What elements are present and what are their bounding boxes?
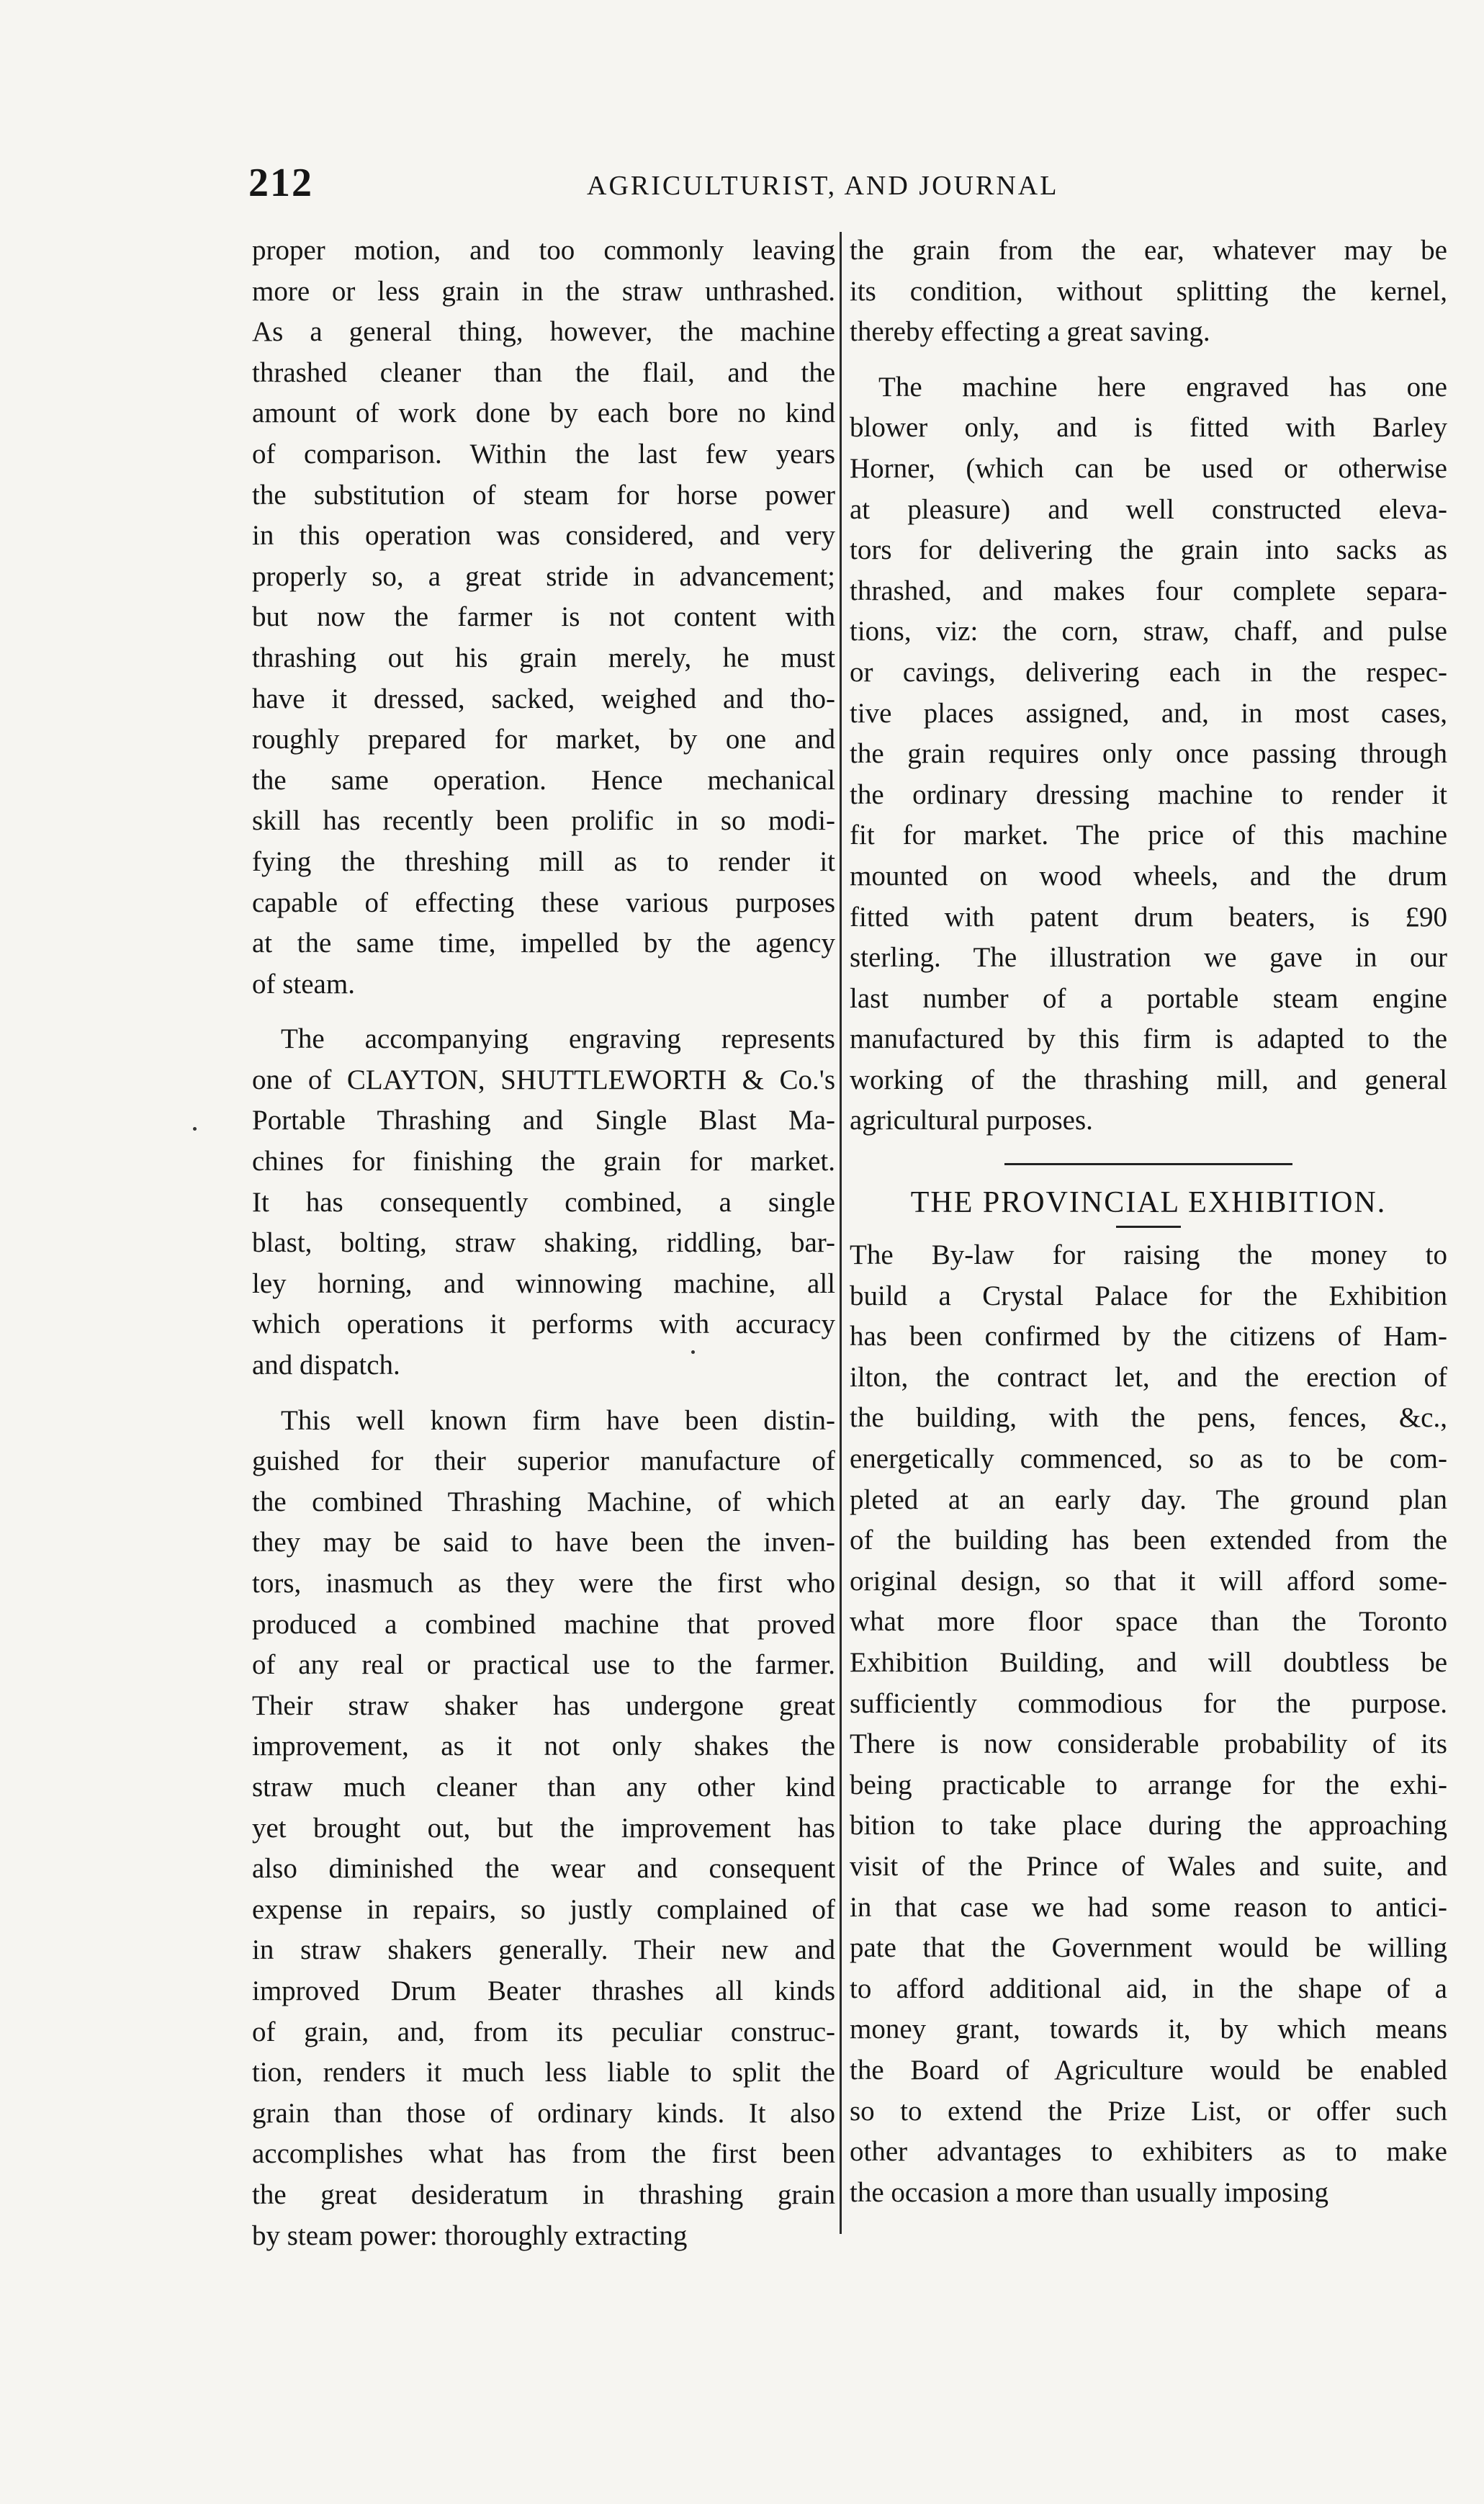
text-line: of steam. [252, 968, 355, 1000]
text-line: energetically commenced, so as to be com- [850, 1443, 1447, 1475]
text-line: also diminished the wear and consequent [252, 1853, 835, 1885]
text-line: skill has recently been prolific in so modi- [252, 805, 835, 837]
text-line: at pleasure) and well constructed eleva- [850, 493, 1447, 525]
text-line: produced a combined machine that proved [252, 1608, 835, 1640]
text-line: and dispatch. [252, 1350, 400, 1381]
text-line: of comparison. Within the last few years [252, 438, 835, 470]
text-line: original design, so that it will afford some- [850, 1565, 1447, 1597]
text-line: other advantages to exhibiters as to make [850, 2136, 1447, 2168]
text-line: ley horning, and winnowing machine, all [252, 1267, 835, 1299]
title-underline [1116, 1226, 1181, 1228]
page-header [0, 160, 1484, 210]
right-column-article-continued [850, 230, 1447, 1141]
text-line: blast, bolting, straw shaking, riddling, bar- [252, 1227, 835, 1259]
text-line: to afford additional aid, in the shape of a [850, 1973, 1447, 2004]
text-line: improved Drum Beater thrashes all kinds [252, 1975, 835, 2006]
text-line: of any real or practical use to the farmer. [252, 1649, 835, 1681]
text-line: by steam power: thoroughly extracting [252, 2220, 688, 2251]
paragraph-gap [252, 1005, 835, 1019]
text-line: It has consequently combined, a single [252, 1186, 835, 1218]
text-line: visit of the Prince of Wales and suite, and [850, 1850, 1447, 1882]
text-line: being practicable to arrange for the exhi- [850, 1769, 1447, 1800]
text-line: chines for finishing the grain for market. [252, 1146, 835, 1177]
text-line: in this operation was considered, and very [252, 520, 835, 552]
text-line: tive places assigned, and, in most cases, [850, 697, 1447, 729]
text-line: blower only, and is fitted with Barley [850, 412, 1447, 444]
text-line: thrashed cleaner than the flail, and the [252, 356, 835, 388]
text-line: grain than those of ordinary kinds. It also [252, 2097, 835, 2129]
running-head: AGRICULTURIST, AND JOURNAL [587, 171, 1059, 201]
text-line: amount of work done by each bore no kind [252, 398, 835, 429]
text-line: tors for delivering the grain into sacks as [850, 534, 1447, 566]
text-line: agricultural purposes. [850, 1105, 1093, 1136]
page-number: 212 [248, 161, 313, 205]
text-line: fit for market. The price of this machine [850, 820, 1447, 851]
text-line: the occasion a more than usually imposing [850, 2176, 1329, 2208]
print-speck [193, 1127, 197, 1131]
text-line: have it dressed, sacked, weighed and tho- [252, 683, 835, 714]
text-line: pate that the Government would be willing [850, 1932, 1447, 1964]
text-line: working of the thrashing mill, and general [850, 1064, 1447, 1095]
text-line: more or less grain in the straw unthrashed. [252, 275, 835, 307]
text-line: the combined Thrashing Machine, of which [252, 1486, 835, 1517]
text-line: at the same time, impelled by the agency [252, 928, 835, 959]
text-line: improvement, as it not only shakes the [252, 1731, 835, 1762]
text-line: which operations it performs with accuracy [252, 1309, 835, 1340]
text-line: in that case we had some reason to antici- [850, 1891, 1447, 1923]
text-line: This well known firm have been distin- [281, 1404, 835, 1436]
text-line: its condition, without splitting the kernel, [850, 275, 1447, 307]
text-line: The machine here engraved has one [878, 371, 1447, 403]
text-line: yet brought out, but the improvement has [252, 1812, 835, 1844]
text-line: fying the threshing mill as to render it [252, 845, 835, 877]
text-line: the grain from the ear, whatever may be [850, 235, 1447, 266]
text-line: or cavings, delivering each in the respec- [850, 656, 1447, 688]
text-line: properly so, a great stride in advancement; [252, 560, 835, 592]
text-line: expense in repairs, so justly complained of [252, 1893, 835, 1925]
text-line: tions, viz: the corn, straw, chaff, and pulse [850, 616, 1447, 647]
text-line: As a general thing, however, the machine [252, 316, 835, 348]
text-line: capable of effecting these various purposes [252, 887, 835, 918]
text-line: The By-law for raising the money to [850, 1239, 1447, 1271]
text-line: tors, inasmuch as they were the first who [252, 1568, 835, 1599]
text-line: ilton, the contract let, and the erection of [850, 1361, 1447, 1393]
text-line: the substitution of steam for horse power [252, 479, 835, 511]
text-line: tion, renders it much less liable to split the [252, 2057, 835, 2088]
text-line: what more floor space than the Toronto [850, 1606, 1447, 1638]
text-line: the ordinary dressing machine to render it [850, 778, 1447, 810]
text-line: roughly prepared for market, by one and [252, 724, 835, 755]
text-line: one of CLAYTON, SHUTTLEWORTH & Co.'s [252, 1064, 835, 1095]
text-line: Their straw shaker has undergone great [252, 1689, 835, 1721]
text-line: build a Crystal Palace for the Exhibition [850, 1280, 1447, 1311]
right-column [850, 230, 1447, 2213]
print-speck [691, 1350, 695, 1354]
text-line: of the building has been extended from the [850, 1525, 1447, 1556]
right-column-exhibition-article [850, 1235, 1447, 2213]
column-divider [840, 232, 842, 2234]
text-line: thereby effecting a great saving. [850, 316, 1210, 348]
section-divider-rule [1004, 1163, 1292, 1165]
text-line: the great desideratum in thrashing grain [252, 2178, 835, 2210]
text-line: so to extend the Prize List, or offer such [850, 2095, 1447, 2127]
text-line: mounted on wood wheels, and the drum [850, 860, 1447, 892]
text-line: the Board of Agriculture would be enabled [850, 2054, 1447, 2086]
text-line: money grant, towards it, by which means [850, 2014, 1447, 2045]
text-line: proper motion, and too commonly leaving [252, 235, 835, 266]
text-line: pleted at an early day. The ground plan [850, 1484, 1447, 1515]
text-line: in straw shakers generally. Their new and [252, 1934, 835, 1966]
text-line: Portable Thrashing and Single Blast Ma- [252, 1105, 835, 1136]
text-line: accomplishes what has from the first been [252, 2138, 835, 2170]
text-line: sterling. The illustration we gave in our [850, 942, 1447, 974]
text-line: fitted with patent drum beaters, is £90 [850, 901, 1447, 933]
text-line: manufactured by this firm is adapted to the [850, 1023, 1447, 1055]
text-line: the same operation. Hence mechanical [252, 764, 835, 796]
text-line: the building, with the pens, fences, &c., [850, 1402, 1447, 1434]
text-line: of grain, and, from its peculiar construc- [252, 2016, 835, 2047]
text-line: but now the farmer is not content with [252, 601, 835, 633]
left-column [252, 230, 835, 2256]
paragraph-gap [850, 353, 1447, 367]
text-line: guished for their superior manufacture of [252, 1445, 835, 1477]
text-line: The accompanying engraving represents [281, 1023, 835, 1055]
text-line: There is now considerable probability of its [850, 1728, 1447, 1760]
text-line: has been confirmed by the citizens of Ham- [850, 1321, 1447, 1352]
text-line: thrashed, and makes four complete separa- [850, 575, 1447, 606]
text-line: Horner, (which can be used or otherwise [850, 452, 1447, 484]
paragraph-gap [252, 1386, 835, 1401]
text-line: they may be said to have been the inven- [252, 1527, 835, 1558]
text-line: the grain requires only once passing through [850, 738, 1447, 770]
text-line: last number of a portable steam engine [850, 982, 1447, 1014]
text-line: sufficiently commodious for the purpose. [850, 1687, 1447, 1719]
text-line: straw much cleaner than any other kind [252, 1771, 835, 1803]
section-title: THE PROVINCIAL EXHIBITION. [910, 1186, 1387, 1220]
text-line: thrashing out his grain merely, he must [252, 642, 835, 673]
text-line: Exhibition Building, and will doubtless be [850, 1647, 1447, 1678]
text-line: bition to take place during the approaching [850, 1810, 1447, 1841]
